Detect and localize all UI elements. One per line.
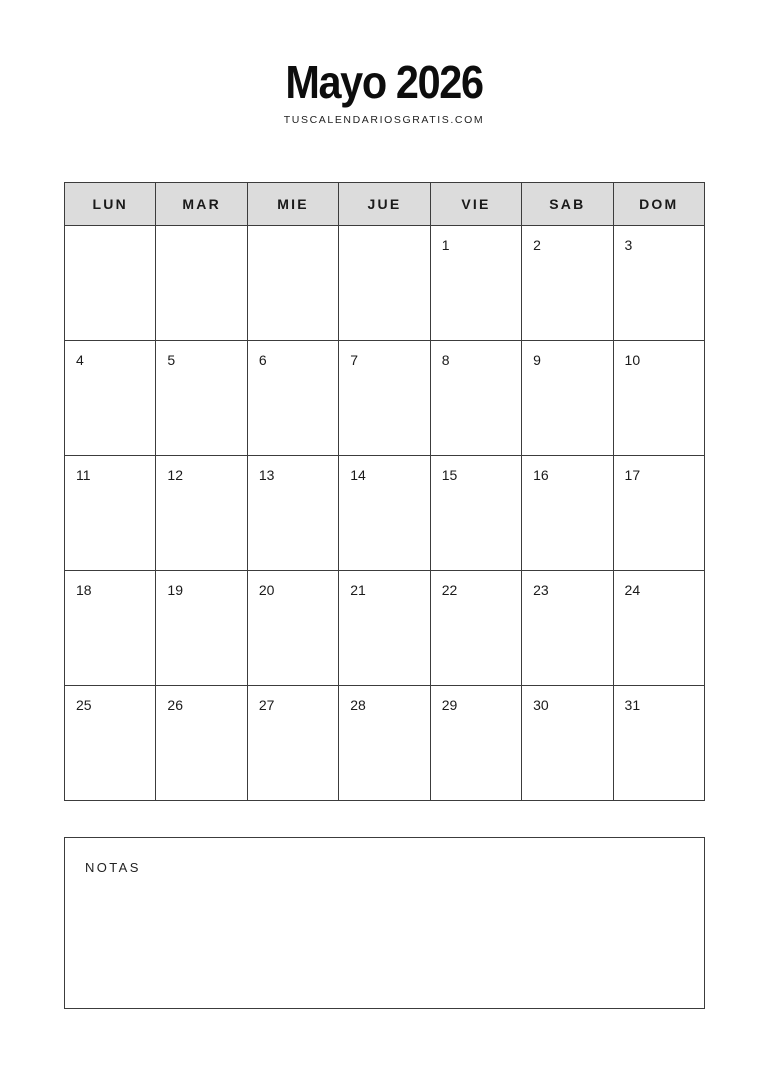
day-cell	[613, 571, 704, 686]
day-cell	[339, 341, 430, 456]
day-cell	[247, 571, 338, 686]
day-cell	[156, 226, 247, 341]
day-number: 19	[167, 582, 183, 598]
day-number: 1	[441, 237, 450, 253]
notes-box	[64, 837, 705, 1009]
day-cell	[156, 571, 247, 686]
day-cell	[247, 341, 338, 456]
weekday-header-row	[65, 183, 705, 226]
day-number: 27	[258, 697, 275, 713]
day-cell	[522, 571, 613, 686]
day-number: 26	[167, 697, 183, 713]
day-number: 7	[350, 352, 359, 368]
day-number: 13	[258, 467, 275, 483]
day-cell	[522, 456, 613, 571]
day-cell	[156, 341, 247, 456]
weekday-header: LUN	[65, 183, 156, 226]
day-cell	[339, 456, 430, 571]
day-cell	[247, 456, 338, 571]
day-cell	[430, 226, 521, 341]
day-cell	[247, 686, 338, 801]
day-cell	[522, 226, 613, 341]
day-number: 5	[167, 352, 176, 368]
day-cell	[613, 226, 704, 341]
week-row	[65, 226, 705, 341]
week-row	[65, 571, 705, 686]
weekday-header: JUE	[339, 183, 430, 226]
day-number: 6	[258, 352, 267, 368]
day-cell	[430, 686, 521, 801]
month-calendar-grid	[64, 182, 705, 801]
day-number: 4	[76, 352, 84, 368]
week-row	[65, 456, 705, 571]
day-number: 8	[441, 352, 450, 368]
day-number: 3	[624, 237, 633, 253]
week-row	[65, 686, 705, 801]
day-number: 2	[533, 237, 541, 253]
day-cell	[339, 686, 430, 801]
day-number: 22	[441, 582, 458, 598]
day-number: 29	[441, 697, 458, 713]
day-number: 23	[533, 582, 549, 598]
day-cell	[65, 226, 156, 341]
day-cell	[156, 686, 247, 801]
page-title: Mayo 2026	[285, 56, 483, 108]
day-cell	[613, 341, 704, 456]
day-cell	[247, 226, 338, 341]
day-number: 14	[350, 467, 366, 483]
website-credit: TUSCALENDARIOSGRATIS.COM	[283, 114, 485, 126]
day-number: 9	[533, 352, 541, 368]
day-number	[339, 226, 429, 237]
calendar-header	[0, 52, 768, 126]
week-row	[65, 341, 705, 456]
day-number: 17	[624, 467, 641, 483]
day-cell	[65, 686, 156, 801]
day-number: 15	[441, 467, 458, 483]
day-cell	[65, 456, 156, 571]
day-number: 11	[76, 467, 91, 483]
day-number: 20	[258, 582, 275, 598]
weekday-header: MAR	[156, 183, 247, 226]
day-cell	[613, 456, 704, 571]
day-cell	[339, 571, 430, 686]
day-number: 10	[624, 352, 641, 368]
day-number: 24	[624, 582, 641, 598]
day-cell	[613, 686, 704, 801]
day-cell	[522, 686, 613, 801]
notes-label: NOTAS	[85, 860, 141, 875]
day-cell	[430, 571, 521, 686]
day-number: 30	[533, 697, 549, 713]
day-cell	[522, 341, 613, 456]
day-number: 21	[350, 582, 366, 598]
weekday-header: DOM	[613, 183, 704, 226]
day-number: 25	[76, 697, 92, 713]
weekday-header: MIE	[247, 183, 338, 226]
day-number	[156, 226, 246, 237]
day-cell	[339, 226, 430, 341]
day-cell	[156, 456, 247, 571]
day-cell	[430, 341, 521, 456]
weekday-header: VIE	[430, 183, 521, 226]
day-number	[65, 226, 155, 237]
day-number: 28	[350, 697, 366, 713]
day-cell	[65, 341, 156, 456]
day-number: 31	[624, 697, 641, 713]
day-number: 18	[76, 582, 92, 598]
day-cell	[65, 571, 156, 686]
day-number: 16	[533, 467, 549, 483]
day-number	[248, 226, 338, 237]
day-number: 12	[167, 467, 183, 483]
weekday-header: SAB	[522, 183, 613, 226]
day-cell	[430, 456, 521, 571]
